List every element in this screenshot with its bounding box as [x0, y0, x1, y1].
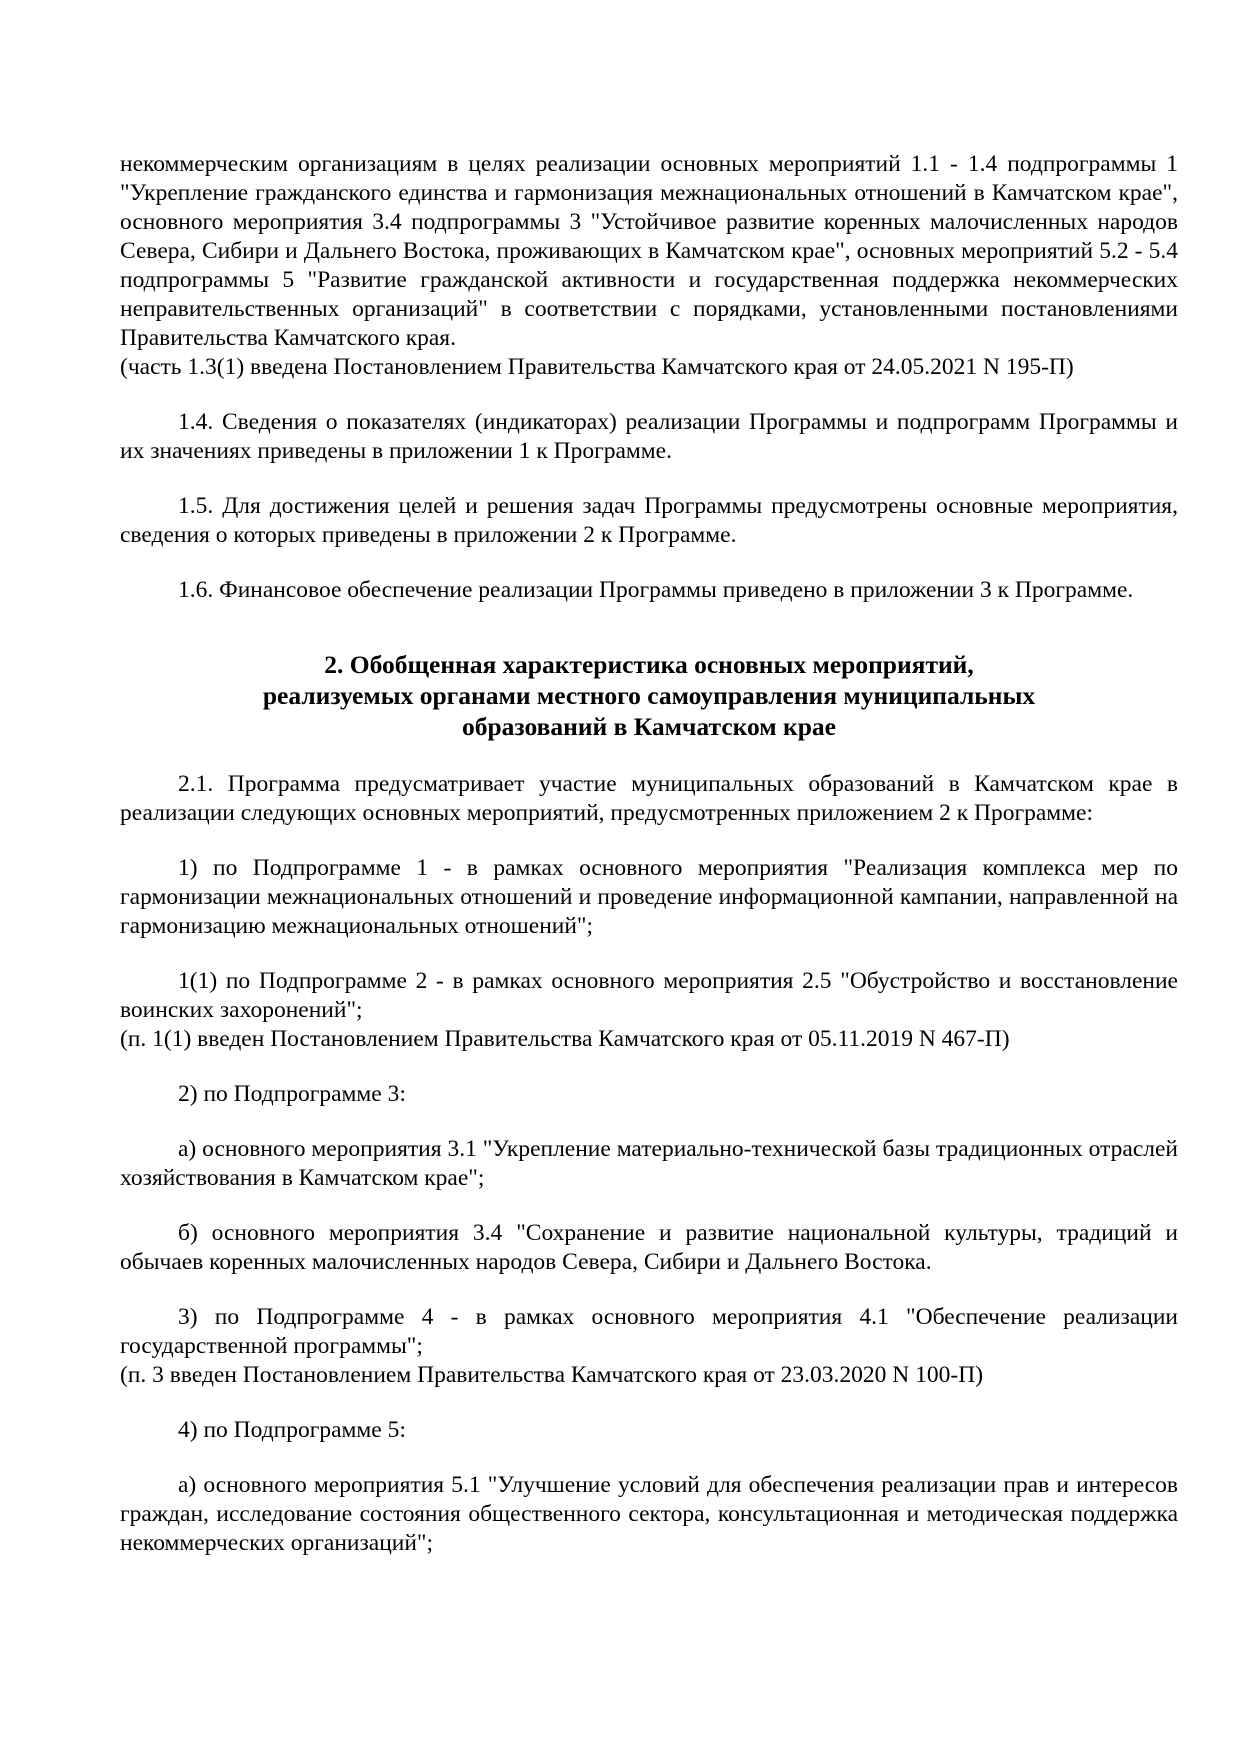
paragraph-1-6: 1.6. Финансовое обеспечение реализации Программы приведено в приложении 3 к Программе.	[178, 577, 1134, 603]
section-heading-line: образований в Камчатском крае	[462, 712, 836, 741]
paragraph-2-1: 2.1. Программа предусматривает участие муниципальных образований в Камчатском крае в реализации следующих основных мероприятий, предусмотренных приложением 2 к Программе:	[120, 771, 1178, 826]
list-item-4: 4) по Подпрограмме 5:	[178, 1417, 406, 1443]
amendment-note: (часть 1.3(1) введена Постановлением Правительства Камчатского края от 24.05.2021 N 195-П)	[120, 354, 1074, 380]
amendment-note: (п. 1(1) введен Постановлением Правительства Камчатского края от 05.11.2019 N 467-П)	[120, 1026, 1010, 1052]
continuation-paragraph: некоммерческим организациям в целях реализации основных мероприятий 1.1 - 1.4 подпрограммы 1 "Укрепление гражданского единства и гармонизация межнациональных отношений в Камчатском крае", основного мероприятия 3.4 подпрограммы 3 "Устойчивое развитие коренных малочисленных народов Севера, Сибири и Дальнего Востока, проживающих в Камчатском крае", основных мероприятий 5.2 - 5.4 подпрограммы 5 "Развитие гражданской активности и государственная поддержка некоммерческих неправительственных организаций" в соответствии с порядками, установленными постановлениями Правительства Камчатского края.	[120, 151, 1178, 351]
list-item-2-a: а) основного мероприятия 3.1 "Укрепление материально-технической базы традиционных отраслей хозяйствования в Камчатском крае";	[120, 1136, 1178, 1191]
section-heading-line: 2. Обобщенная характеристика основных мероприятий,	[324, 650, 974, 679]
list-item-4-a: а) основного мероприятия 5.1 "Улучшение условий для обеспечения реализации прав и интересов граждан, исследование состояния общественного сектора, консультационная и методическая поддержка некоммерческих организаций";	[120, 1472, 1178, 1556]
list-item-2-b: б) основного мероприятия 3.4 "Сохранение и развитие национальной культуры, традиций и обычаев коренных малочисленных народов Севера, Сибири и Дальнего Востока.	[120, 1220, 1178, 1275]
document-body	[120, 150, 1178, 1558]
list-item-3: 3) по Подпрограмме 4 - в рамках основного мероприятия 4.1 "Обеспечение реализации государственной программы";	[120, 1304, 1178, 1359]
paragraph-1-4: 1.4. Сведения о показателях (индикаторах) реализации Программы и подпрограмм Программы и их значениях приведены в приложении 1 к Программе.	[120, 409, 1178, 464]
section-heading-line: реализуемых органами местного самоуправления муниципальных	[262, 681, 1036, 710]
list-item-2: 2) по Подпрограмме 3:	[178, 1081, 406, 1107]
list-item-1-1: 1(1) по Подпрограмме 2 - в рамках основного мероприятия 2.5 "Обустройство и восстановление воинских захоронений";	[120, 968, 1178, 1023]
section-heading	[120, 649, 1178, 742]
paragraph-1-5: 1.5. Для достижения целей и решения задач Программы предусмотрены основные мероприятия, сведения о которых приведены в приложении 2 к Программе.	[120, 493, 1178, 548]
list-item-1: 1) по Подпрограмме 1 - в рамках основного мероприятия "Реализация комплекса мер по гармонизации межнациональных отношений и проведение информационной кампании, направленной на гармонизацию межнациональных отношений";	[120, 855, 1178, 939]
amendment-note: (п. 3 введен Постановлением Правительства Камчатского края от 23.03.2020 N 100-П)	[120, 1362, 984, 1388]
